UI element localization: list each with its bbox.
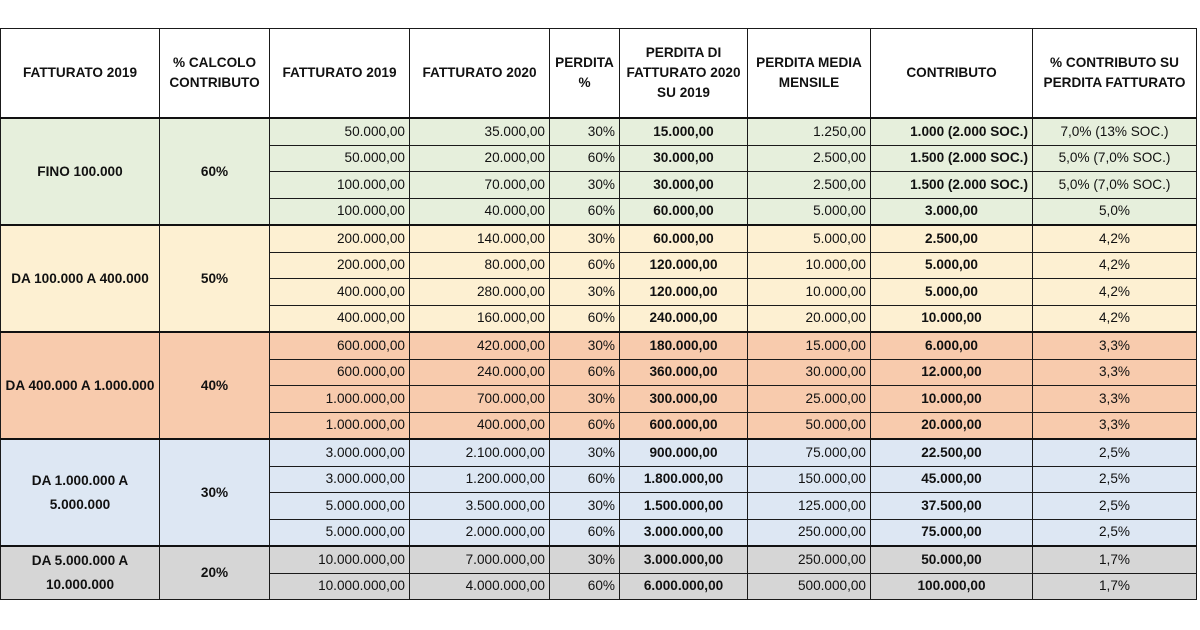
cell-perdita-pct: 30% [550, 332, 620, 359]
cell-perdita-fatturato: 60.000,00 [620, 225, 748, 252]
cell-fatturato-2019: 1.000.000,00 [270, 386, 410, 413]
cell-perdita-media: 1.250,00 [748, 118, 871, 145]
table-row [1, 546, 1197, 573]
header-fatturato-2020: FATTURATO 2020 [410, 29, 550, 119]
cell-perdita-pct: 60% [550, 198, 620, 225]
cell-fatturato-2020: 35.000,00 [410, 118, 550, 145]
header-calcolo-contributo: % CALCOLO CONTRIBUTO [160, 29, 270, 119]
header-perdita-pct: PERDITA % [550, 29, 620, 119]
header-perdita-fatturato: PERDITA DI FATTURATO 2020 SU 2019 [620, 29, 748, 119]
cell-perdita-pct: 60% [550, 412, 620, 439]
cell-contributo: 2.500,00 [871, 225, 1033, 252]
cell-perdita-fatturato: 120.000,00 [620, 279, 748, 306]
cell-contributo: 10.000,00 [871, 386, 1033, 413]
cell-contributo: 1.000 (2.000 SOC.) [871, 118, 1033, 145]
cell-contributo: 50.000,00 [871, 546, 1033, 573]
table-body [1, 118, 1197, 600]
cell-fatturato-2019: 400.000,00 [270, 305, 410, 332]
cell-fatturato-2019: 600.000,00 [270, 332, 410, 359]
cell-fatturato-2020: 140.000,00 [410, 225, 550, 252]
cell-perdita-fatturato: 3.000.000,00 [620, 546, 748, 573]
cell-perdita-fatturato: 240.000,00 [620, 305, 748, 332]
cell-contributo: 5.000,00 [871, 252, 1033, 279]
cell-perdita-pct: 60% [550, 145, 620, 172]
cell-perdita-pct: 60% [550, 573, 620, 600]
cell-pct-contributo: 5,0% (7,0% SOC.) [1033, 172, 1197, 199]
cell-perdita-fatturato: 15.000,00 [620, 118, 748, 145]
group-range-label: FINO 100.000 [1, 118, 160, 225]
cell-fatturato-2019: 3.000.000,00 [270, 466, 410, 493]
cell-fatturato-2019: 200.000,00 [270, 225, 410, 252]
header-fatturato-2019: FATTURATO 2019 [270, 29, 410, 119]
cell-fatturato-2019: 10.000.000,00 [270, 546, 410, 573]
group-calc-pct: 60% [160, 118, 270, 225]
cell-pct-contributo: 5,0% (7,0% SOC.) [1033, 145, 1197, 172]
cell-pct-contributo: 2,5% [1033, 519, 1197, 546]
cell-perdita-fatturato: 360.000,00 [620, 359, 748, 386]
cell-perdita-media: 75.000,00 [748, 439, 871, 466]
cell-perdita-fatturato: 120.000,00 [620, 252, 748, 279]
cell-perdita-fatturato: 60.000,00 [620, 198, 748, 225]
cell-perdita-media: 125.000,00 [748, 493, 871, 520]
cell-perdita-media: 10.000,00 [748, 252, 871, 279]
group-range-label: DA 100.000 A 400.000 [1, 225, 160, 332]
cell-perdita-pct: 30% [550, 386, 620, 413]
cell-perdita-media: 20.000,00 [748, 305, 871, 332]
cell-pct-contributo: 3,3% [1033, 359, 1197, 386]
cell-contributo: 5.000,00 [871, 279, 1033, 306]
cell-fatturato-2019: 200.000,00 [270, 252, 410, 279]
cell-perdita-pct: 60% [550, 359, 620, 386]
table-row [1, 225, 1197, 252]
cell-fatturato-2020: 2.100.000,00 [410, 439, 550, 466]
cell-pct-contributo: 1,7% [1033, 573, 1197, 600]
group-range-label: DA 5.000.000 A 10.000.000 [1, 546, 160, 600]
cell-perdita-media: 25.000,00 [748, 386, 871, 413]
cell-fatturato-2019: 400.000,00 [270, 279, 410, 306]
cell-pct-contributo: 3,3% [1033, 412, 1197, 439]
cell-pct-contributo: 2,5% [1033, 439, 1197, 466]
cell-perdita-media: 500.000,00 [748, 573, 871, 600]
cell-perdita-fatturato: 900.000,00 [620, 439, 748, 466]
cell-contributo: 3.000,00 [871, 198, 1033, 225]
cell-perdita-pct: 30% [550, 172, 620, 199]
cell-pct-contributo: 4,2% [1033, 252, 1197, 279]
cell-perdita-pct: 30% [550, 118, 620, 145]
table-header [1, 29, 1197, 119]
cell-perdita-media: 5.000,00 [748, 225, 871, 252]
cell-perdita-media: 15.000,00 [748, 332, 871, 359]
cell-perdita-media: 150.000,00 [748, 466, 871, 493]
cell-perdita-fatturato: 300.000,00 [620, 386, 748, 413]
cell-fatturato-2019: 5.000.000,00 [270, 519, 410, 546]
table-row [1, 439, 1197, 466]
cell-contributo: 1.500 (2.000 SOC.) [871, 172, 1033, 199]
cell-perdita-media: 2.500,00 [748, 145, 871, 172]
cell-contributo: 6.000,00 [871, 332, 1033, 359]
cell-fatturato-2019: 100.000,00 [270, 198, 410, 225]
cell-contributo: 10.000,00 [871, 305, 1033, 332]
cell-pct-contributo: 3,3% [1033, 332, 1197, 359]
contribution-table [0, 28, 1197, 600]
cell-fatturato-2020: 1.200.000,00 [410, 466, 550, 493]
cell-perdita-fatturato: 6.000.000,00 [620, 573, 748, 600]
cell-perdita-pct: 30% [550, 279, 620, 306]
cell-fatturato-2019: 100.000,00 [270, 172, 410, 199]
cell-pct-contributo: 4,2% [1033, 305, 1197, 332]
header-perdita-media: PERDITA MEDIA MENSILE [748, 29, 871, 119]
cell-perdita-pct: 60% [550, 252, 620, 279]
cell-fatturato-2019: 10.000.000,00 [270, 573, 410, 600]
cell-perdita-pct: 60% [550, 519, 620, 546]
cell-perdita-fatturato: 180.000,00 [620, 332, 748, 359]
header-fatturato-2019-range: FATTURATO 2019 [1, 29, 160, 119]
cell-pct-contributo: 3,3% [1033, 386, 1197, 413]
cell-fatturato-2019: 3.000.000,00 [270, 439, 410, 466]
cell-pct-contributo: 4,2% [1033, 279, 1197, 306]
cell-perdita-fatturato: 1.800.000,00 [620, 466, 748, 493]
cell-contributo: 45.000,00 [871, 466, 1033, 493]
cell-perdita-media: 250.000,00 [748, 546, 871, 573]
cell-pct-contributo: 2,5% [1033, 466, 1197, 493]
cell-perdita-pct: 60% [550, 305, 620, 332]
group-calc-pct: 30% [160, 439, 270, 546]
cell-perdita-media: 250.000,00 [748, 519, 871, 546]
cell-perdita-media: 50.000,00 [748, 412, 871, 439]
cell-fatturato-2020: 420.000,00 [410, 332, 550, 359]
group-calc-pct: 20% [160, 546, 270, 600]
cell-fatturato-2020: 160.000,00 [410, 305, 550, 332]
cell-fatturato-2020: 20.000,00 [410, 145, 550, 172]
cell-contributo: 37.500,00 [871, 493, 1033, 520]
cell-contributo: 1.500 (2.000 SOC.) [871, 145, 1033, 172]
cell-fatturato-2019: 600.000,00 [270, 359, 410, 386]
cell-fatturato-2019: 50.000,00 [270, 118, 410, 145]
cell-pct-contributo: 4,2% [1033, 225, 1197, 252]
cell-perdita-media: 2.500,00 [748, 172, 871, 199]
group-calc-pct: 40% [160, 332, 270, 439]
cell-fatturato-2020: 400.000,00 [410, 412, 550, 439]
cell-fatturato-2020: 280.000,00 [410, 279, 550, 306]
cell-pct-contributo: 2,5% [1033, 493, 1197, 520]
cell-perdita-pct: 60% [550, 466, 620, 493]
cell-perdita-media: 10.000,00 [748, 279, 871, 306]
cell-fatturato-2020: 40.000,00 [410, 198, 550, 225]
cell-contributo: 20.000,00 [871, 412, 1033, 439]
cell-perdita-media: 5.000,00 [748, 198, 871, 225]
cell-perdita-fatturato: 3.000.000,00 [620, 519, 748, 546]
cell-perdita-fatturato: 30.000,00 [620, 145, 748, 172]
cell-pct-contributo: 1,7% [1033, 546, 1197, 573]
cell-contributo: 22.500,00 [871, 439, 1033, 466]
cell-fatturato-2020: 3.500.000,00 [410, 493, 550, 520]
header-pct-contributo: % CONTRIBUTO SU PERDITA FATTURATO [1033, 29, 1197, 119]
contribution-table-container [0, 28, 1196, 600]
cell-fatturato-2020: 4.000.000,00 [410, 573, 550, 600]
cell-perdita-fatturato: 600.000,00 [620, 412, 748, 439]
cell-fatturato-2020: 7.000.000,00 [410, 546, 550, 573]
cell-fatturato-2019: 5.000.000,00 [270, 493, 410, 520]
cell-pct-contributo: 5,0% [1033, 198, 1197, 225]
header-contributo: CONTRIBUTO [871, 29, 1033, 119]
group-range-label: DA 400.000 A 1.000.000 [1, 332, 160, 439]
cell-perdita-fatturato: 1.500.000,00 [620, 493, 748, 520]
cell-contributo: 75.000,00 [871, 519, 1033, 546]
cell-fatturato-2020: 70.000,00 [410, 172, 550, 199]
cell-fatturato-2020: 2.000.000,00 [410, 519, 550, 546]
cell-perdita-pct: 30% [550, 439, 620, 466]
cell-perdita-pct: 30% [550, 493, 620, 520]
cell-fatturato-2019: 1.000.000,00 [270, 412, 410, 439]
cell-fatturato-2020: 240.000,00 [410, 359, 550, 386]
cell-fatturato-2020: 80.000,00 [410, 252, 550, 279]
cell-contributo: 12.000,00 [871, 359, 1033, 386]
group-range-label: DA 1.000.000 A 5.000.000 [1, 439, 160, 546]
cell-perdita-pct: 30% [550, 546, 620, 573]
cell-pct-contributo: 7,0% (13% SOC.) [1033, 118, 1197, 145]
cell-contributo: 100.000,00 [871, 573, 1033, 600]
cell-perdita-fatturato: 30.000,00 [620, 172, 748, 199]
group-calc-pct: 50% [160, 225, 270, 332]
table-row [1, 118, 1197, 145]
cell-fatturato-2019: 50.000,00 [270, 145, 410, 172]
table-row [1, 332, 1197, 359]
cell-perdita-pct: 30% [550, 225, 620, 252]
cell-fatturato-2020: 700.000,00 [410, 386, 550, 413]
cell-perdita-media: 30.000,00 [748, 359, 871, 386]
